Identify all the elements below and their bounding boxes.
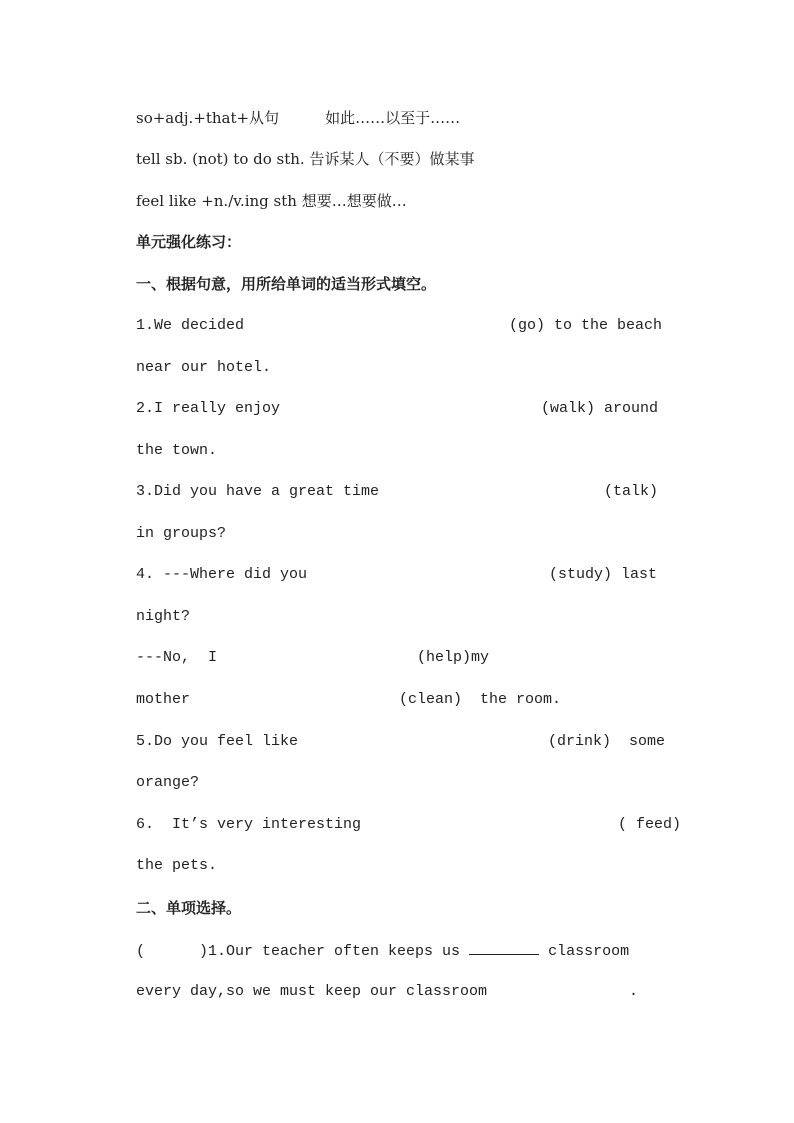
q3-cont: in groups?: [136, 525, 227, 542]
q1-hint: (go) to the beach: [509, 317, 663, 334]
q2-cont: the town.: [136, 442, 218, 459]
q4-hint2: (help)my: [417, 649, 490, 666]
note-tell-sb: tell sb. (not) to do sth. 告诉某人（不要）做某事: [136, 150, 475, 168]
q2-text: 2.I really enjoy: [136, 400, 281, 417]
q4-hint3: (clean) the room.: [399, 691, 562, 708]
answer-blank: [469, 940, 539, 955]
answer-paren: ( ): [136, 943, 209, 960]
q4-reply: ---No, I: [136, 649, 218, 666]
q4-reply-cont: mother: [136, 691, 191, 708]
q5-hint: (drink) some: [548, 733, 666, 750]
part2-heading: 二、单项选择。: [136, 899, 242, 917]
q1-cont: near our hotel.: [136, 359, 272, 376]
note-so-that: [136, 108, 460, 128]
q4-hint: (study) last: [549, 566, 658, 583]
mc-q1-text: 1.Our teacher often keeps us: [208, 943, 461, 960]
note-feel-like: feel like +n./v.ing sth 想要…想要做…: [136, 192, 407, 210]
q3-hint: (talk): [604, 483, 659, 500]
q6-hint: ( feed): [618, 816, 682, 833]
part1-heading: 一、根据句意，用所给单词的适当形式填空。: [136, 275, 437, 293]
mc-q1-cont: every day,so we must keep our classroom: [136, 983, 488, 1000]
q2-hint: (walk) around: [541, 400, 659, 417]
q6-text: 6. It’s very interesting: [136, 816, 362, 833]
q6-cont: the pets.: [136, 857, 218, 874]
note-meaning: 如此……以至于……: [325, 109, 461, 127]
mc-q1: [136, 940, 629, 962]
q4-text: 4. ---Where did you: [136, 566, 308, 583]
section-title: 单元强化练习：: [136, 233, 242, 251]
q4-cont: night?: [136, 608, 191, 625]
q5-text: 5.Do you feel like: [136, 733, 299, 750]
q3-text: 3.Did you have a great time: [136, 483, 380, 500]
note-phrase: so+adj.+that+从句: [136, 109, 280, 127]
q5-cont: orange?: [136, 774, 200, 791]
q1-text: 1.We decided: [136, 317, 245, 334]
mc-q1-end: .: [629, 983, 639, 1000]
mc-q1-text-2: classroom: [548, 943, 630, 960]
